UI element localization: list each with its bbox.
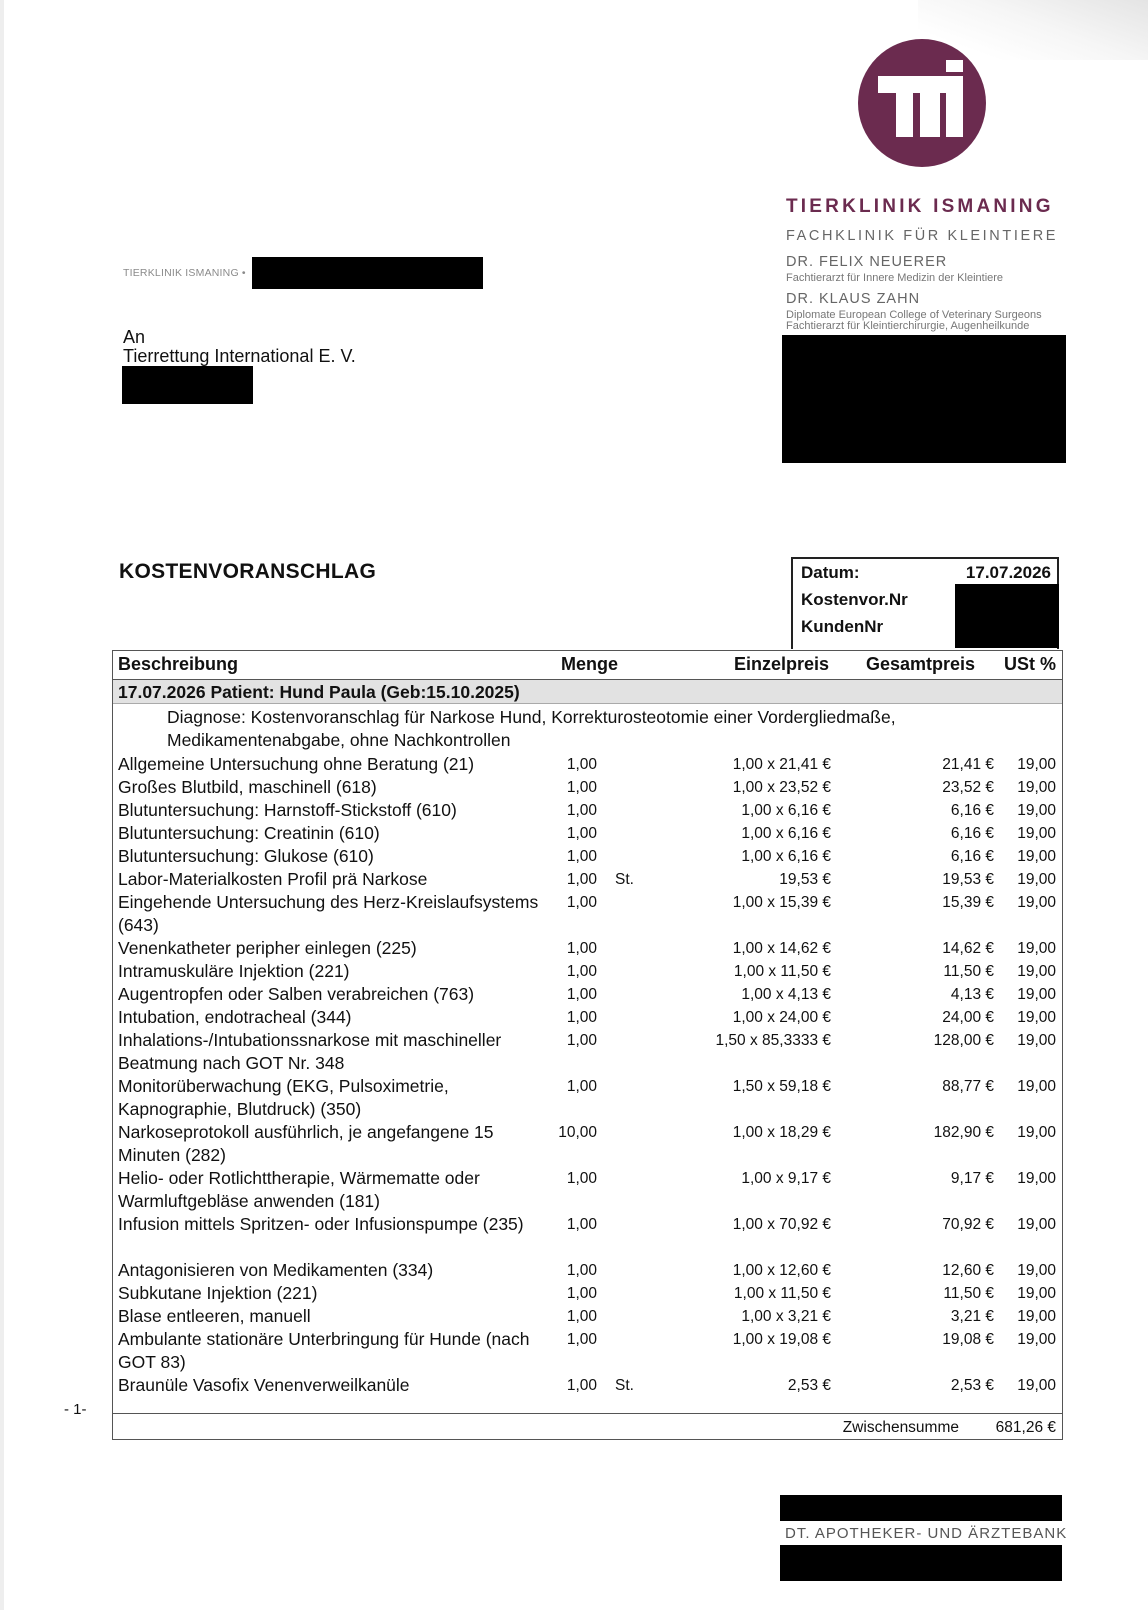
item-tax-rate: 19,00 xyxy=(1017,802,1056,819)
table-row xyxy=(113,1167,1062,1213)
item-tax-rate: 19,00 xyxy=(1017,871,1056,888)
table-row xyxy=(113,845,1062,868)
doctor-name: DR. KLAUS ZAHN xyxy=(786,291,921,307)
item-description: Subkutane Injektion (221) xyxy=(118,1283,318,1303)
item-tax-rate: 19,00 xyxy=(1017,963,1056,980)
item-quantity: 1,00 xyxy=(566,1009,597,1026)
doctor-title: Fachtierarzt für Innere Medizin der Kleintiere xyxy=(786,272,1004,284)
item-tax-rate: 19,00 xyxy=(1017,1331,1056,1348)
recipient-name: Tierrettung International E. V. xyxy=(123,346,356,366)
sender-line: TIERKLINIK ISMANING • xyxy=(123,267,246,279)
item-tax-rate: 19,00 xyxy=(1017,779,1056,796)
item-quantity: 1,00 xyxy=(566,1377,597,1394)
item-tax-rate: 19,00 xyxy=(1017,848,1056,865)
item-total-price: 11,50 € xyxy=(943,1285,994,1302)
item-tax-rate: 19,00 xyxy=(1017,1032,1056,1049)
item-quantity: 1,00 xyxy=(566,986,597,1003)
item-description: Großes Blutbild, maschinell (618) xyxy=(118,777,377,797)
table-row xyxy=(113,1259,1062,1282)
diagnosis-line: Medikamentenabgabe, ohne Nachkontrollen xyxy=(167,730,511,750)
doctor-title: Diplomate European College of Veterinary Surgeons xyxy=(786,309,1042,321)
item-unit-price: 1,00 x 12,60 € xyxy=(732,1262,831,1279)
table-row xyxy=(113,960,1062,983)
item-description: Intramuskuläre Injektion (221) xyxy=(118,961,350,981)
item-total-price: 182,90 € xyxy=(933,1124,994,1141)
item-unit-price: 1,00 x 24,00 € xyxy=(732,1009,831,1026)
item-unit-price: 1,00 x 23,52 € xyxy=(732,779,831,796)
item-description: Braunüle Vasofix Venenverweilkanüle xyxy=(118,1375,410,1395)
item-quantity: 1,00 xyxy=(566,825,597,842)
item-unit-price: 1,00 x 9,17 € xyxy=(741,1170,831,1187)
item-tax-rate: 19,00 xyxy=(1017,1078,1056,1095)
item-tax-rate: 19,00 xyxy=(1017,894,1056,911)
item-total-price: 23,52 € xyxy=(942,779,994,796)
doctor-name: DR. FELIX NEUERER xyxy=(786,254,948,270)
clinic-name: TIERKLINIK ISMANING xyxy=(786,196,1054,217)
document-title: KOSTENVORANSCHLAG xyxy=(119,560,377,583)
item-unit: St. xyxy=(615,871,634,888)
item-total-price: 128,00 € xyxy=(933,1032,994,1049)
item-total-price: 15,39 € xyxy=(942,894,994,911)
item-total-price: 21,41 € xyxy=(942,756,994,773)
item-tax-rate: 19,00 xyxy=(1017,940,1056,957)
item-total-price: 70,92 € xyxy=(942,1216,994,1233)
item-tax-rate: 19,00 xyxy=(1017,825,1056,842)
table-row xyxy=(113,983,1062,1006)
item-tax-rate: 19,00 xyxy=(1017,756,1056,773)
item-total-price: 88,77 € xyxy=(942,1078,994,1095)
table-row xyxy=(113,1075,1062,1121)
item-tax-rate: 19,00 xyxy=(1017,1285,1056,1302)
item-description: Blutuntersuchung: Creatinin (610) xyxy=(118,823,380,843)
item-total-price: 19,08 € xyxy=(942,1331,994,1348)
item-description: Infusion mittels Spritzen- oder Infusionspumpe (235) xyxy=(118,1214,524,1234)
item-total-price: 6,16 € xyxy=(950,848,994,865)
patient-row xyxy=(113,680,1062,704)
redacted-numbers xyxy=(955,584,1059,648)
clinic-subtitle: FACHKLINIK FÜR KLEINTIERE xyxy=(786,228,1059,244)
item-quantity: 1,00 xyxy=(566,940,597,957)
table-row xyxy=(113,776,1062,799)
column-header-total-price: Gesamtpreis xyxy=(865,654,975,674)
clinic-logo xyxy=(858,39,986,167)
table-row xyxy=(113,1006,1062,1029)
item-description: Ambulante stationäre Unterbringung für Hunde (nach GOT 83) xyxy=(118,1329,530,1372)
bank-name: DT. APOTHEKER- UND ÄRZTEBANK xyxy=(785,1525,1068,1542)
item-total-price: 2,53 € xyxy=(950,1377,994,1394)
item-unit-price: 1,00 x 14,62 € xyxy=(732,940,831,957)
item-unit-price: 1,00 x 11,50 € xyxy=(733,963,831,980)
item-description: Inhalations-/Intubationssnarkose mit maschineller Beatmung nach GOT Nr. 348 xyxy=(118,1030,502,1073)
item-unit: St. xyxy=(615,1377,634,1394)
diagnosis-line: Diagnose: Kostenvoranschlag für Narkose Hund, Korrekturosteotomie einer Vordergliedmaße, xyxy=(167,707,896,727)
table-row xyxy=(113,799,1062,822)
item-unit-price: 1,00 x 21,41 € xyxy=(732,756,831,773)
item-total-price: 24,00 € xyxy=(942,1009,994,1026)
item-unit-price: 19,53 € xyxy=(779,871,831,888)
table-row xyxy=(113,822,1062,845)
item-unit-price: 1,50 x 85,3333 € xyxy=(715,1032,831,1049)
item-unit-price: 1,00 x 70,92 € xyxy=(732,1216,831,1233)
item-unit-price: 1,50 x 59,18 € xyxy=(732,1078,831,1095)
item-quantity: 1,00 xyxy=(566,848,597,865)
item-tax-rate: 19,00 xyxy=(1017,1009,1056,1026)
item-total-price: 12,60 € xyxy=(942,1262,994,1279)
redacted-bank-details xyxy=(780,1545,1062,1581)
table-row xyxy=(113,1121,1062,1167)
item-description: Allgemeine Untersuchung ohne Beratung (21) xyxy=(118,754,475,774)
item-description: Antagonisieren von Medikamenten (334) xyxy=(118,1260,434,1280)
item-unit-price: 1,00 x 11,50 € xyxy=(733,1285,831,1302)
item-unit-price: 1,00 x 15,39 € xyxy=(732,894,831,911)
item-description: Blutuntersuchung: Glukose (610) xyxy=(118,846,374,866)
item-total-price: 6,16 € xyxy=(950,825,994,842)
item-description: Augentropfen oder Salben verabreichen (763) xyxy=(118,984,475,1004)
item-unit-price: 1,00 x 19,08 € xyxy=(732,1331,831,1348)
item-unit-price: 2,53 € xyxy=(787,1377,831,1394)
item-quantity: 1,00 xyxy=(566,1216,597,1233)
subtotal-value: 681,26 € xyxy=(995,1419,1056,1436)
item-quantity: 1,00 xyxy=(566,802,597,819)
item-quantity: 1,00 xyxy=(566,779,597,796)
item-quantity: 1,00 xyxy=(566,1078,597,1095)
item-total-price: 3,21 € xyxy=(950,1308,994,1325)
table-row xyxy=(113,753,1062,776)
item-unit-price: 1,00 x 4,13 € xyxy=(741,986,831,1003)
table-row xyxy=(113,1374,1062,1397)
item-unit-price: 1,00 x 6,16 € xyxy=(741,848,831,865)
item-tax-rate: 19,00 xyxy=(1017,1124,1056,1141)
item-quantity: 10,00 xyxy=(558,1124,597,1141)
item-total-price: 14,62 € xyxy=(942,940,994,957)
item-description: Blase entleeren, manuell xyxy=(118,1306,311,1326)
document-date: 17.07.2026 xyxy=(965,563,1051,582)
item-total-price: 19,53 € xyxy=(942,871,994,888)
recipient-salutation: An xyxy=(123,327,146,347)
item-tax-rate: 19,00 xyxy=(1017,1262,1056,1279)
item-unit-price: 1,00 x 6,16 € xyxy=(741,802,831,819)
item-quantity: 1,00 xyxy=(566,871,597,888)
item-total-price: 9,17 € xyxy=(950,1170,994,1187)
quote-number-label: Kostenvor.Nr xyxy=(801,590,908,609)
line-items-table xyxy=(112,650,1063,1440)
table-row xyxy=(113,1328,1062,1374)
item-description: Intubation, endotracheal (344) xyxy=(118,1007,352,1027)
page-number: - 1- xyxy=(64,1401,87,1418)
item-description: Helio- oder Rotlichttherapie, Wärmematte oder Warmluftgebläse anwenden (181) xyxy=(118,1168,480,1211)
item-total-price: 11,50 € xyxy=(943,963,994,980)
column-header-quantity: Menge xyxy=(561,654,619,674)
item-description: Monitorüberwachung (EKG, Pulsoximetrie, Kapnographie, Blutdruck) (350) xyxy=(118,1076,449,1119)
item-quantity: 1,00 xyxy=(566,1308,597,1325)
item-description: Blutuntersuchung: Harnstoff-Stickstoff (610) xyxy=(118,800,457,820)
page-left-edge xyxy=(0,0,4,1610)
date-label: Datum: xyxy=(801,563,860,582)
table-row xyxy=(113,1213,1062,1259)
redacted-bank-header xyxy=(780,1495,1062,1521)
item-total-price: 4,13 € xyxy=(950,986,994,1003)
item-quantity: 1,00 xyxy=(566,1032,597,1049)
item-tax-rate: 19,00 xyxy=(1017,986,1056,1003)
table-row xyxy=(113,1305,1062,1328)
doctor-title: Fachtierarzt für Kleintierchirurgie, Augenheilkunde xyxy=(786,320,1030,332)
item-quantity: 1,00 xyxy=(566,1262,597,1279)
table-row xyxy=(113,1282,1062,1305)
table-row xyxy=(113,1029,1062,1075)
item-quantity: 1,00 xyxy=(566,756,597,773)
column-header-tax: USt % xyxy=(1003,654,1056,674)
item-description: Eingehende Untersuchung des Herz-Kreislaufsystems (643) xyxy=(118,892,539,935)
item-unit-price: 1,00 x 3,21 € xyxy=(741,1308,831,1325)
item-quantity: 1,00 xyxy=(566,1285,597,1302)
item-quantity: 1,00 xyxy=(566,963,597,980)
item-quantity: 1,00 xyxy=(566,1331,597,1348)
patient-info: 17.07.2026 Patient: Hund Paula (Geb:15.10.2025) xyxy=(118,682,520,702)
item-total-price: 6,16 € xyxy=(950,802,994,819)
subtotal-label: Zwischensumme xyxy=(842,1419,959,1436)
item-tax-rate: 19,00 xyxy=(1017,1170,1056,1187)
customer-number-label: KundenNr xyxy=(801,617,884,636)
item-quantity: 1,00 xyxy=(566,1170,597,1187)
redacted-address-block xyxy=(782,335,1066,463)
item-description: Narkoseprotokoll ausführlich, je angefangene 15 Minuten (282) xyxy=(118,1122,494,1165)
table-row xyxy=(113,868,1062,891)
table-row xyxy=(113,891,1062,937)
table-row xyxy=(113,937,1062,960)
item-tax-rate: 19,00 xyxy=(1017,1377,1056,1394)
item-unit-price: 1,00 x 18,29 € xyxy=(732,1124,831,1141)
subtotal-divider xyxy=(113,1413,1062,1414)
column-header-unit-price: Einzelpreis xyxy=(733,654,829,674)
item-description: Venenkatheter peripher einlegen (225) xyxy=(118,938,417,958)
item-description: Labor-Materialkosten Profil prä Narkose xyxy=(118,869,428,889)
item-tax-rate: 19,00 xyxy=(1017,1216,1056,1233)
redacted-recipient-address xyxy=(122,366,253,404)
item-unit-price: 1,00 x 6,16 € xyxy=(741,825,831,842)
redacted-sender-address xyxy=(252,257,483,289)
column-header-description: Beschreibung xyxy=(118,654,239,674)
document-info-box xyxy=(791,557,1059,649)
item-quantity: 1,00 xyxy=(566,894,597,911)
item-tax-rate: 19,00 xyxy=(1017,1308,1056,1325)
